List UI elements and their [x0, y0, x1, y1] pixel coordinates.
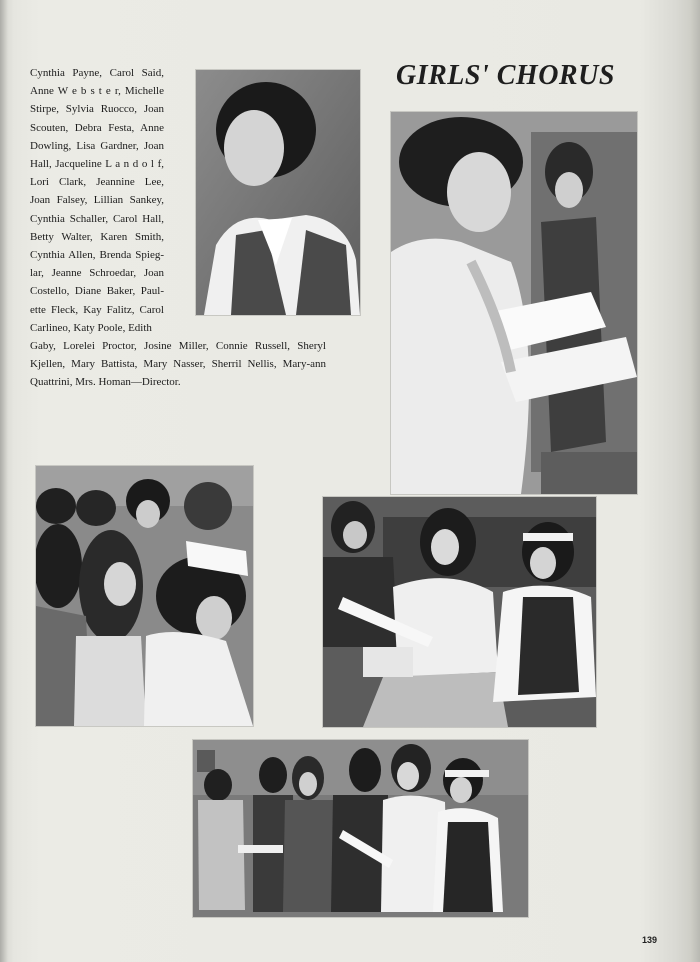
- binding-shadow: [0, 0, 8, 962]
- photo-standing-chorus-row: [193, 740, 528, 917]
- section-heading: GIRLS' CHORUS: [396, 60, 615, 91]
- page-number: 139: [642, 935, 658, 945]
- photo-chorus-group-left: [36, 466, 253, 726]
- photo-soloist-portrait: [196, 70, 360, 315]
- member-names-continued: Gaby, Lorelei Proctor, Josine Miller, Connie Russell, Sheryl Kjellen, Mary Battista, Mary Nasser, Sherril Nellis, Mary-ann Quattrini, Mrs. Homan—Director.: [30, 340, 326, 389]
- member-names-column: Cynthia Payne, Carol Said, Anne W e b s t e r, Michelle Stirpe, Sylvia Ruocco, Joan Scouten, Debra Festa, Anne Dowling, Lisa Gardner, Joan Hall, Jacqueline L a n d o l f, Lori Clark, Jeannine Lee, Joan Falsey, Lillian Sankey, Cynthia Schaller, Carol Hall, Betty Walter, Karen Smith, Cynthia Allen, Brenda Spieg-lar, Jeanne Schroedar, Joan Costello, Diane Baker, Paul-ette Fleck, Kay Falitz, Carol Carlineo, Katy Poole, Edith: [30, 67, 164, 334]
- photo-seated-singers: [323, 497, 596, 727]
- photo-soloist-art: [196, 70, 360, 315]
- photo-seated-art: [323, 497, 596, 727]
- photo-row-art: [193, 740, 528, 917]
- photo-group-art: [36, 466, 253, 726]
- photo-singer-sheet-music: [391, 112, 637, 494]
- photo-singer-art: [391, 112, 637, 494]
